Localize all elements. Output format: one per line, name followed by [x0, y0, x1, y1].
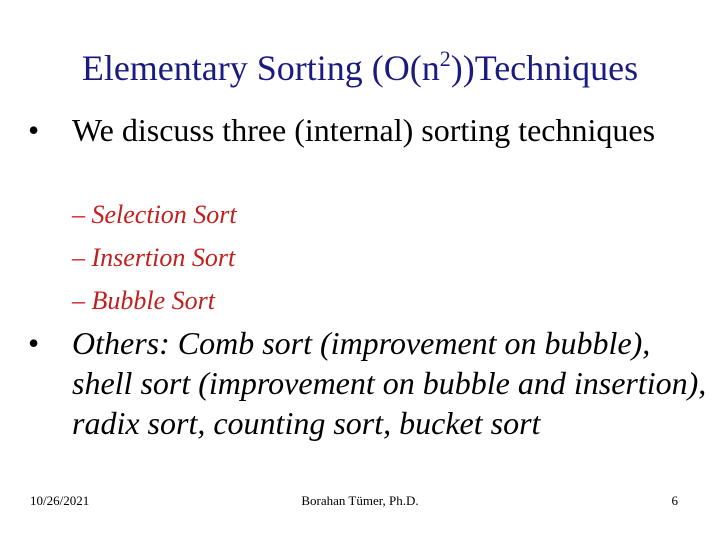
- dash-icon: –: [72, 286, 85, 315]
- sub-item-insertion-sort: [72, 236, 237, 279]
- sorting-techniques-list: [72, 193, 237, 322]
- bullet-icon: •: [28, 325, 40, 361]
- bullet-item-others: [28, 323, 708, 443]
- footer-page-number: 6: [671, 493, 678, 508]
- sub-item-label: Selection Sort: [91, 200, 237, 229]
- sub-item-bubble-sort: [72, 279, 237, 322]
- sub-item-label: Bubble Sort: [91, 286, 215, 315]
- slide-title: [0, 44, 720, 92]
- bullet-text: Others: Comb sort (improvement on bubble), shell sort (improvement on bubble and insertion), radix sort, counting sort, bucket sort: [72, 325, 707, 441]
- bullet-icon: •: [28, 112, 40, 148]
- sub-item-selection-sort: [72, 193, 237, 236]
- title-superscript: 2: [439, 46, 451, 71]
- footer-author: Borahan Tümer, Ph.D.: [301, 493, 419, 508]
- bullet-item-intro: [28, 110, 708, 150]
- title-text-start: Elementary Sorting (O(n: [81, 48, 440, 88]
- title-text-end: ))Techniques: [450, 48, 639, 88]
- bullet-text: We discuss three (internal) sorting techniques: [72, 112, 656, 148]
- sub-item-label: Insertion Sort: [91, 243, 236, 272]
- dash-icon: –: [72, 243, 85, 272]
- dash-icon: –: [72, 200, 85, 229]
- footer-date: 10/26/2021: [30, 493, 90, 508]
